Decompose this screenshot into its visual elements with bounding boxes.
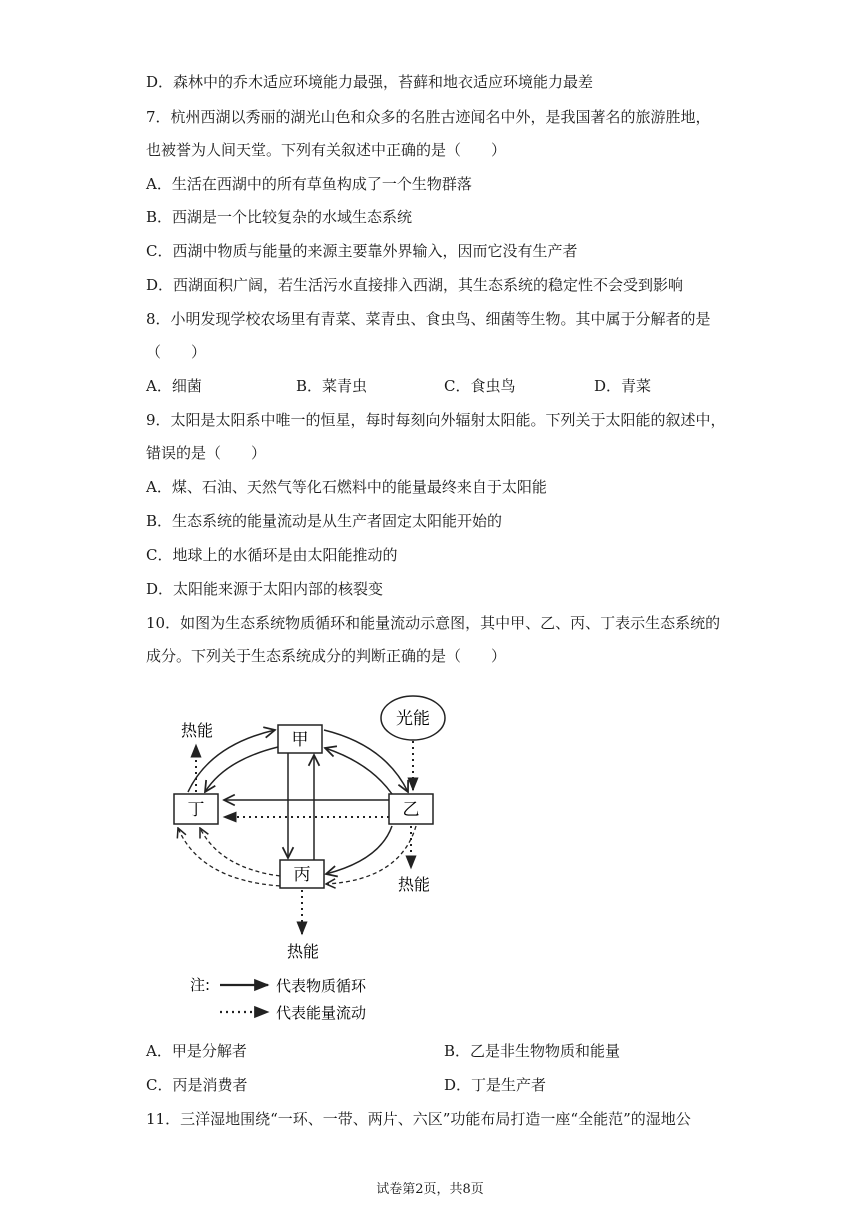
q10-option-b: B．乙是非生物物质和能量 [444,1042,621,1060]
q6-option-d: D．森林中的乔木适应环境能力最强，苔藓和地衣适应环境能力最差 [146,73,594,91]
q8-option-d: D．青菜 [594,377,652,395]
q9-option-b: B．生态系统的能量流动是从生产者固定太阳能开始的 [146,512,503,530]
q10-stem-line-2: 成分。下列关于生态系统成分的判断正确的是（ ） [146,647,507,665]
q8-option-b: B．菜青虫 [296,377,368,395]
q9-stem-line-2: 错误的是（ ） [146,444,267,462]
q9-option-d: D．太阳能来源于太阳内部的核裂变 [146,580,384,598]
q8-stem-line-2: （ ） [146,343,207,361]
heat-label-bing: 热能 [286,942,320,961]
q7-option-d: D．西湖面积广阔，若生活污水直接排入西湖，其生态系统的稳定性不会受到影响 [146,276,684,294]
arrow-bing-to-ding [178,828,280,886]
q10-option-a: A．甲是分解者 [146,1042,247,1060]
node-jia-label: 甲 [291,730,309,750]
arrow-bing-to-ding-energy [200,828,280,876]
node-ding-label: 丁 [187,800,205,820]
q7-stem-line-1: 7．杭州西湖以秀丽的湖光山色和众多的名胜古迹闻名中外，是我国著名的旅游胜地， [146,108,711,126]
q10-option-c: C．丙是消费者 [146,1076,248,1094]
q11-stem-line-1: 11．三洋湿地围绕“一环、一带、两片、六区”功能布局打造一座“全能范”的湿地公 [146,1110,691,1128]
heat-label-yi: 热能 [397,875,431,894]
legend-note: 注: [190,976,211,994]
q7-option-a: A．生活在西湖中的所有草鱼构成了一个生物群落 [146,175,472,193]
q8-option-a: A．细菌 [146,377,202,395]
light-energy-label: 光能 [396,709,430,729]
q10-option-d: D．丁是生产者 [444,1076,547,1094]
q7-stem-line-2: 也被誉为人间天堂。下列有关叙述中正确的是（ ） [146,141,507,159]
q10-stem-line-1: 10．如图为生态系统物质循环和能量流动示意图，其中甲、乙、丙、丁表示生态系统的 [146,614,721,632]
node-bing-label: 丙 [293,865,311,885]
q9-stem-line-1: 9．太阳是太阳系中唯一的恒星，每时每刻向外辐射太阳能。下列关于太阳能的叙述中， [146,411,726,429]
q8-stem-line-1: 8．小明发现学校农场里有青菜、菜青虫、食虫鸟、细菌等生物。其中属于分解者的是 [146,310,711,328]
arrow-yi-to-bing [326,826,392,874]
legend-energy-label: 代表能量流动 [276,1004,367,1022]
page-footer: 试卷第2页，共8页 [376,1182,484,1197]
arrow-jia-to-yi [324,730,408,792]
q9-option-c: C．地球上的水循环是由太阳能推动的 [146,546,398,564]
q7-option-b: B．西湖是一个比较复杂的水域生态系统 [146,208,413,226]
q7-option-c: C．西湖中物质与能量的来源主要靠外界输入，因而它没有生产者 [146,242,578,260]
legend-material-label: 代表物质循环 [276,977,367,995]
arrow-jia-to-ding [205,747,278,792]
q8-option-c: C．食虫鸟 [444,377,516,395]
node-yi-label: 乙 [402,800,420,820]
heat-label-ding: 热能 [180,721,214,740]
arrow-yi-to-jia [325,748,392,794]
q9-option-a: A．煤、石油、天然气等化石燃料中的能量最终来自于太阳能 [146,478,547,496]
